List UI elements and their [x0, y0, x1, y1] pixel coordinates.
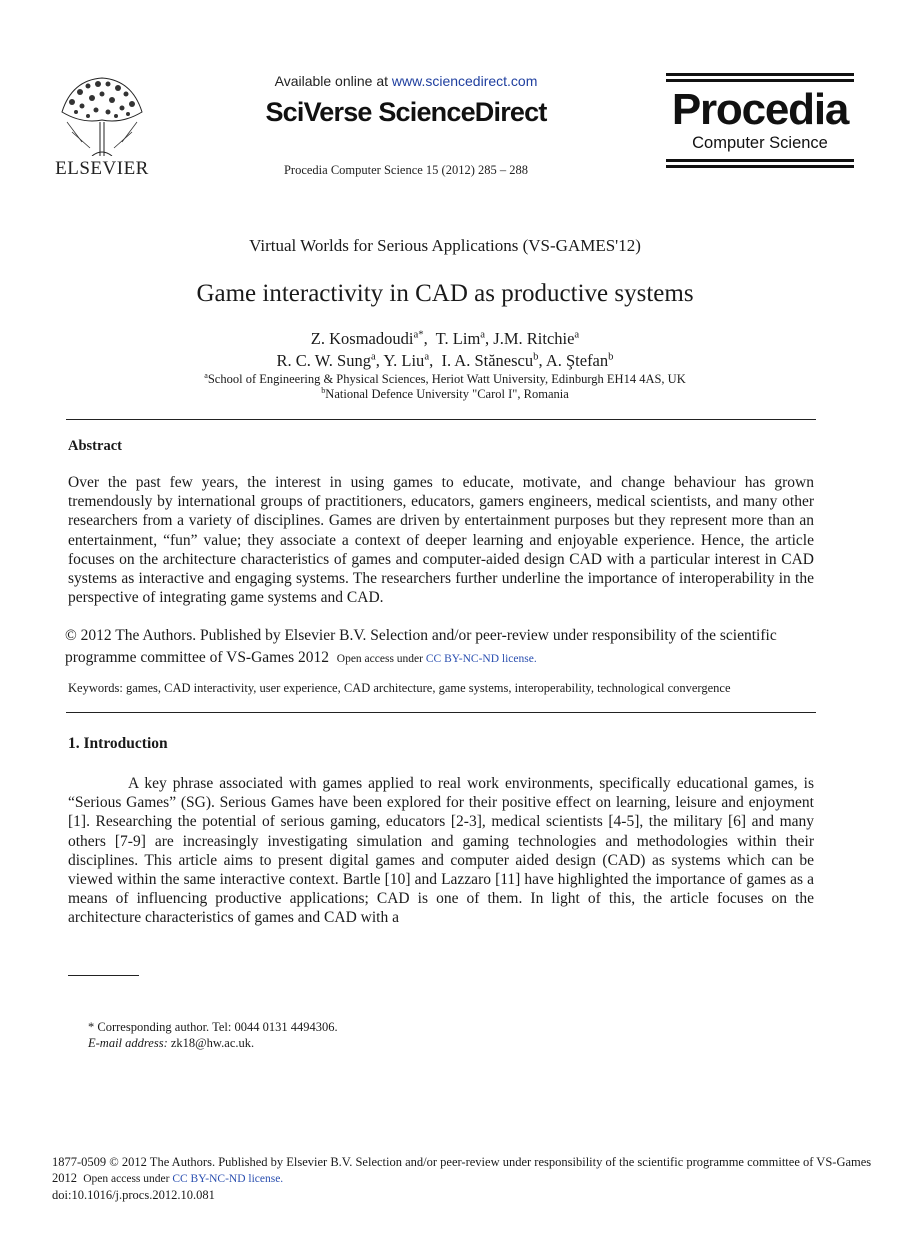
authors-line-1 [0, 329, 890, 349]
author-separator: , [423, 329, 436, 348]
available-prefix: Available online at [274, 73, 392, 89]
authors-line-2 [0, 351, 890, 371]
copyright-notice [65, 625, 825, 670]
footer-open-access: Open access under [83, 1173, 173, 1185]
footnote-divider [68, 975, 139, 976]
author-separator: , [375, 351, 384, 370]
divider-bottom [66, 712, 816, 713]
keywords: Keywords: games, CAD interactivity, user experience, CAD architecture, game systems, interoperability, technological convergence [68, 681, 731, 695]
affiliation-b [0, 387, 890, 402]
license-link[interactable]: CC BY-NC-ND license. [425, 653, 537, 665]
author-affiliation-marker: a [370, 350, 376, 363]
section-heading-introduction: 1. Introduction [68, 735, 168, 752]
affiliation-text: National Defence University "Carol I", Romania [325, 387, 569, 401]
footnote-email [88, 1036, 254, 1051]
footnote-corresponding-author: * Corresponding author. Tel: 0044 0131 4494306. [88, 1020, 338, 1034]
author-name: T. Lim [435, 329, 481, 348]
open-access-label: Open access under [336, 653, 426, 665]
procedia-wordmark: Procedia [671, 85, 849, 134]
author-affiliation-marker: b [608, 350, 614, 363]
author-name: Y. Liu [383, 351, 425, 370]
author-affiliation-marker: a* [413, 328, 424, 341]
introduction-body: A key phrase associated with games applied to real work environments, specifically educational games, is “Serious Games” (SG). Serious Games have been explored for their positive effect on learning, leisure and enjoyment [1]. Researching the potential of serious gaming, educators [2-3], medical scientists [4-5], the military [6] and many others [7-9] are increasingly investigating simulation and gaming technologies and methodologies within their disciplines. This article aims to present digital games and computer aided design (CAD) as systems which can be viewed within the same interactive context. Bartle [10] and Lazzaro [11] have highlighted the importance of games as a means of influencing productive applications; CAD is one of them. In light of this, the article focuses on the architecture characteristics of games and CAD with a [68, 775, 814, 927]
author-name: R. C. W. Sung [276, 351, 371, 370]
author-affiliation-marker: a [424, 350, 430, 363]
affiliation-marker: b [321, 385, 326, 395]
sciencedirect-link[interactable]: www.sciencedirect.com [391, 73, 538, 89]
author-name: J.M. Ritchie [493, 329, 575, 348]
divider-top [66, 419, 816, 420]
footer-license-link[interactable]: CC BY-NC-ND license. [172, 1173, 284, 1185]
sciverse-logo: SciVerse ScienceDirect [265, 97, 547, 127]
elsevier-logo [52, 72, 152, 179]
conference-name: Virtual Worlds for Serious Applications (VS-GAMES'12) [249, 236, 641, 255]
available-online [200, 73, 612, 89]
affiliation-marker: a [204, 370, 208, 380]
affiliation-text: School of Engineering & Physical Sciences, Heriot Watt University, Edinburgh EH14 4AS, UK [207, 372, 686, 386]
author-name: Z. Kosmadoudi [310, 329, 414, 348]
author-name: I. A. Stănescu [441, 351, 534, 370]
procedia-logo [666, 73, 854, 171]
abstract-body: Over the past few years, the interest in using games to educate, motivate, and change behaviour has grown tremendously by international groups of practitioners, educators, gamers engineers, medical scientists, and many other researchers from a variety of disciplines. Games are driven by entertainment purposes but they represent more than an entertainment, “fun” value; they associate a context of deeper learning and enjoyable experience. Hence, the article focuses on the architecture characteristics of games and computer-aided design CAD with a particular interest in CAD systems as interactive and engaging systems. The researchers further underline the importance of interoperability in the perspective of integrating game systems and CAD. [68, 474, 814, 607]
abstract-heading: Abstract [68, 438, 122, 454]
affiliation-a [0, 372, 890, 387]
author-affiliation-marker: a [480, 328, 486, 341]
author-affiliation-marker: a [574, 328, 580, 341]
author-name: A. Ştefan [545, 351, 609, 370]
footer-copyright [52, 1154, 872, 1187]
author-separator: , [429, 351, 442, 370]
author-affiliation-marker: b [533, 350, 539, 363]
doi: doi:10.1016/j.procs.2012.10.081 [52, 1188, 215, 1202]
copyright-text: © 2012 The Authors. Published by Elsevier B.V. Selection and/or peer-review under responsibility of the scientific programme committee of VS-Games 2012 [65, 627, 777, 666]
email-label: E-mail address: [88, 1036, 168, 1050]
elsevier-tree-icon [52, 72, 152, 156]
elsevier-wordmark: ELSEVIER [55, 158, 149, 179]
journal-citation: Procedia Computer Science 15 (2012) 285 – 288 [283, 163, 529, 177]
procedia-subtitle: Computer Science [692, 134, 828, 152]
footer-copyright-text: 1877-0509 © 2012 The Authors. Published by Elsevier B.V. Selection and/or peer-review under responsibility of the scientific programme committee of VS-Games 2012 [52, 1155, 872, 1185]
paper-title: Game interactivity in CAD as productive systems [196, 280, 694, 307]
author-separator: , [485, 329, 494, 348]
author-separator: , [538, 351, 546, 370]
email-address[interactable]: zk18@hw.ac.uk. [167, 1036, 255, 1050]
